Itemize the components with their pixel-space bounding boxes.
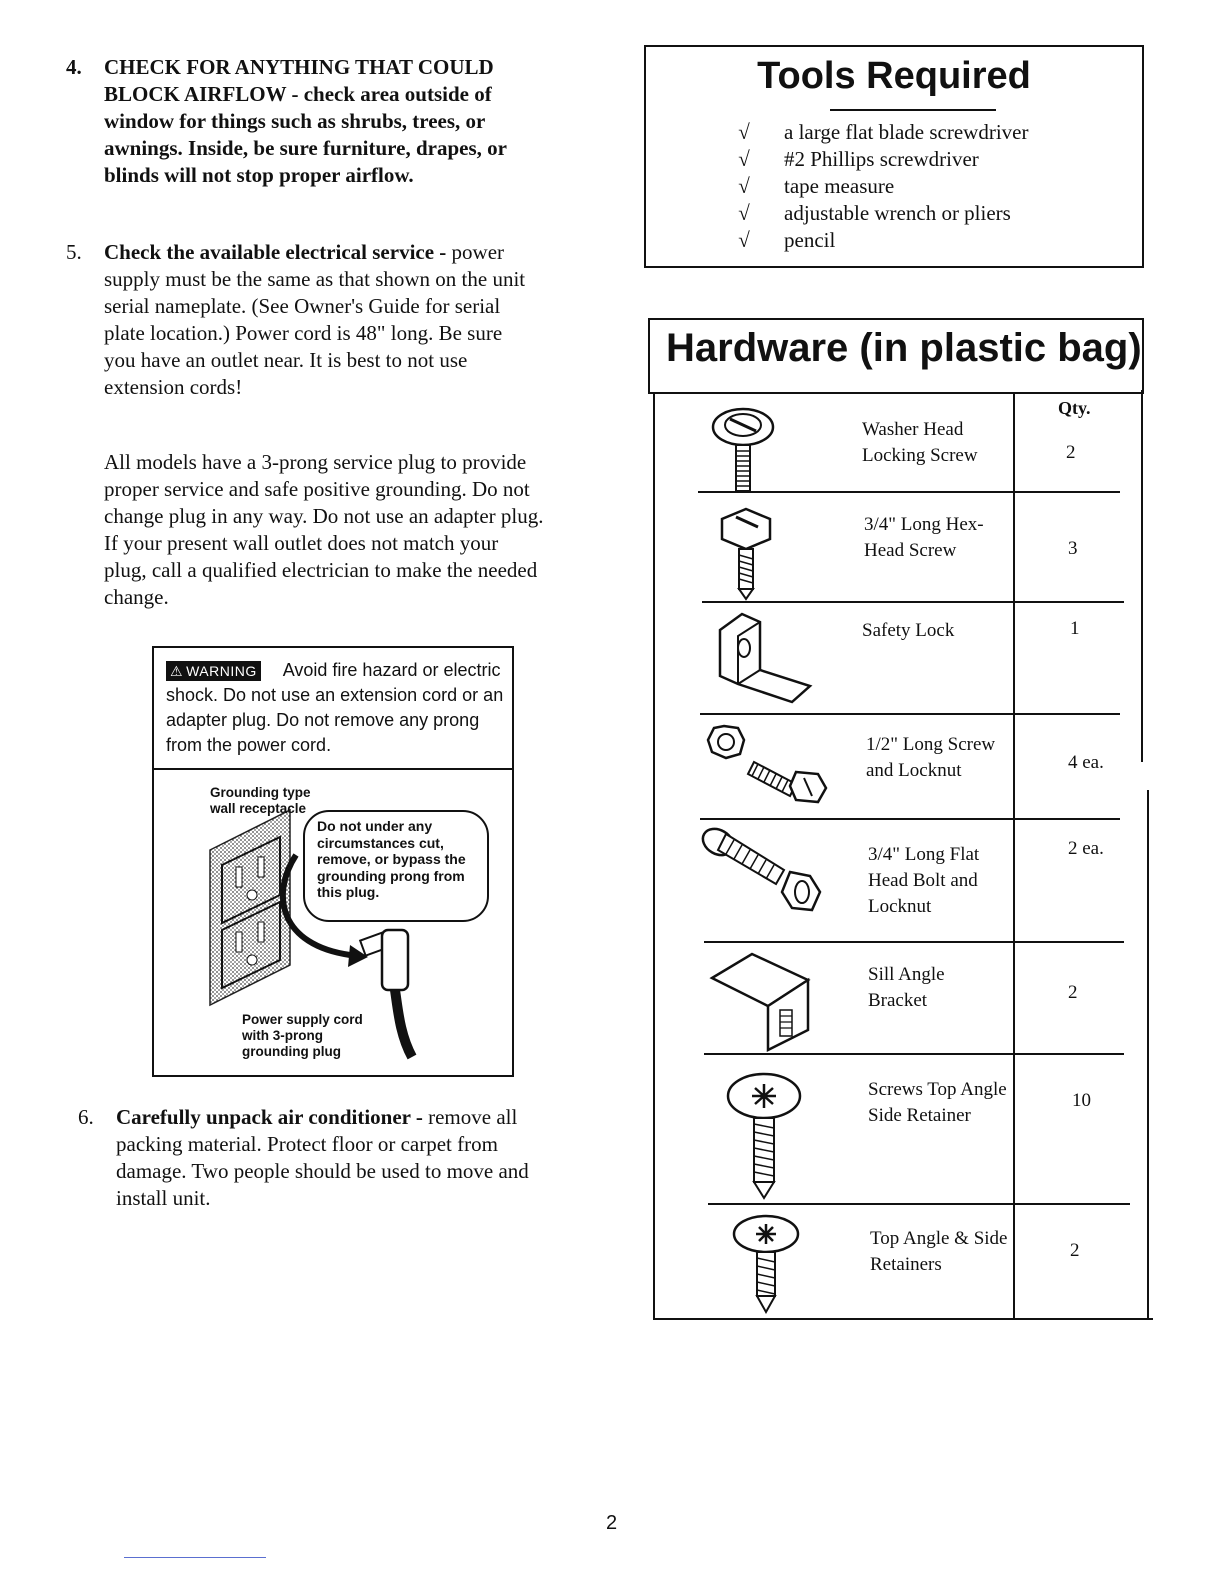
hardware-item-name: Washer Head Locking Screw: [862, 419, 978, 466]
step-number: 6.: [78, 1105, 94, 1129]
page-number: 2: [606, 1512, 618, 1534]
tool-item-label: adjustable wrench or pliers: [784, 201, 1011, 225]
callout-bubble: [303, 810, 489, 922]
step-5-text: power supply must be the same as that shown on the unit serial nameplate. (See Owner's Guide for serial plate location.) Power cord is 48" long. Be sure you have an outlet near. It is best to not use extension cords!: [104, 240, 526, 399]
hardware-frame-left: [653, 394, 655, 1320]
tool-item-label: #2 Phillips screwdriver: [784, 147, 979, 171]
phillips-screw-small-icon: [730, 1212, 802, 1314]
washer-head-screw-icon: [706, 405, 780, 495]
cord-label: Power supply cord with 3-prong grounding plug: [242, 1012, 363, 1059]
hardware-item-qty: 2: [1068, 982, 1078, 1003]
screw-locknut-icon: [704, 722, 834, 806]
wall-receptacle-icon: [210, 810, 290, 1005]
callout-text: Do not under any circumstances cut, remove, or bypass the grounding prong from this plug.: [317, 818, 466, 900]
tool-item-label: pencil: [784, 228, 836, 252]
hardware-item-qty: 2: [1070, 1240, 1080, 1261]
step-6-lead: Carefully unpack air conditioner -: [116, 1105, 423, 1129]
row-divider: [700, 818, 1120, 820]
hardware-item-name: 3/4" Long Flat Head Bolt and Locknut: [868, 844, 980, 917]
step-5-lead: Check the available electrical service -: [104, 240, 447, 264]
hardware-item-qty: 3: [1068, 538, 1078, 559]
hardware-item-qty: 1: [1070, 618, 1080, 639]
row-divider: [704, 941, 1124, 943]
step-6: [78, 1104, 566, 1212]
tool-item-label: tape measure: [784, 174, 895, 198]
hardware-title-box: [648, 318, 1144, 394]
checkmark-icon: √: [738, 120, 750, 144]
hex-head-screw-icon: [714, 505, 778, 601]
hardware-item-name: Top Angle & Side Retainers: [870, 1228, 1008, 1275]
bolt-locknut-icon: [698, 822, 828, 918]
row-divider: [708, 1203, 1130, 1205]
hardware-item-name: Safety Lock: [862, 620, 955, 641]
grounding-paragraph: All models have a 3-prong service plug to provide proper service and safe positive grounding. Do not change plug in any way. Do not use an adapter plug. If your present wall outlet does not match your plug, call a qualified electrician to make the needed change.: [104, 450, 544, 609]
safety-lock-icon: [714, 610, 818, 706]
hardware-item-name: Screws Top Angle Side Retainer: [868, 1079, 1007, 1126]
step-number: 5.: [66, 240, 82, 264]
checkmark-icon: √: [738, 174, 750, 198]
row-divider: [704, 1053, 1124, 1055]
warning-badge: [166, 661, 261, 681]
tools-title-rule: [830, 109, 996, 111]
receptacle-label: Grounding type wall receptacle: [210, 785, 311, 816]
hardware-item-qty: 2 ea.: [1068, 838, 1104, 859]
qty-header: Qty.: [1058, 398, 1091, 418]
tools-required-box: [644, 45, 1144, 268]
step-4-text: CHECK FOR ANYTHING THAT COULD BLOCK AIRFLOW - check area outside of window for things such as shrubs, trees, or awnings. Inside, be sure furniture, drapes, or blinds will not stop proper airflow.: [104, 55, 507, 187]
hardware-item-name: Sill Angle Bracket: [868, 964, 945, 1011]
step-number: 4.: [66, 55, 82, 79]
bottom-rule: [124, 1557, 266, 1558]
tool-item-label: a large flat blade screwdriver: [784, 120, 1029, 144]
hardware-frame-bottom: [653, 1318, 1153, 1320]
checkmark-icon: √: [738, 228, 750, 252]
checkmark-icon: √: [738, 147, 750, 171]
step-6-text: remove all packing material. Protect floor or carpet from damage. Two people should be used to move and install unit.: [116, 1105, 529, 1210]
checkmark-icon: √: [738, 201, 750, 225]
sill-angle-bracket-icon: [708, 950, 812, 1052]
step-5: [66, 239, 534, 401]
hardware-item-name: 1/2" Long Screw and Locknut: [866, 734, 996, 781]
row-divider: [702, 601, 1124, 603]
hardware-frame-right: [1147, 790, 1149, 1320]
hardware-title: Hardware (in plastic bag): [666, 326, 1142, 370]
phillips-screw-icon: [724, 1068, 804, 1200]
tools-title: Tools Required: [757, 55, 1031, 97]
hardware-item-name: 3/4" Long Hex-Head Screw: [864, 514, 984, 561]
hardware-frame-right: [1141, 390, 1143, 762]
step-4: [66, 54, 554, 189]
hardware-item-qty: 2: [1066, 442, 1076, 463]
warning-divider: [154, 768, 512, 770]
warning-message: Avoid fire hazard or electric shock. Do not use an extension cord or an adapter plug. Do not remove any prong from the power cord.: [166, 660, 504, 755]
warning-triangle-icon: ⚠: [170, 663, 184, 679]
warning-text-block: [166, 658, 506, 758]
hardware-item-qty: 10: [1072, 1090, 1091, 1111]
warning-badge-label: WARNING: [186, 663, 257, 679]
row-divider: [700, 713, 1120, 715]
hardware-item-qty: 4 ea.: [1068, 752, 1104, 773]
